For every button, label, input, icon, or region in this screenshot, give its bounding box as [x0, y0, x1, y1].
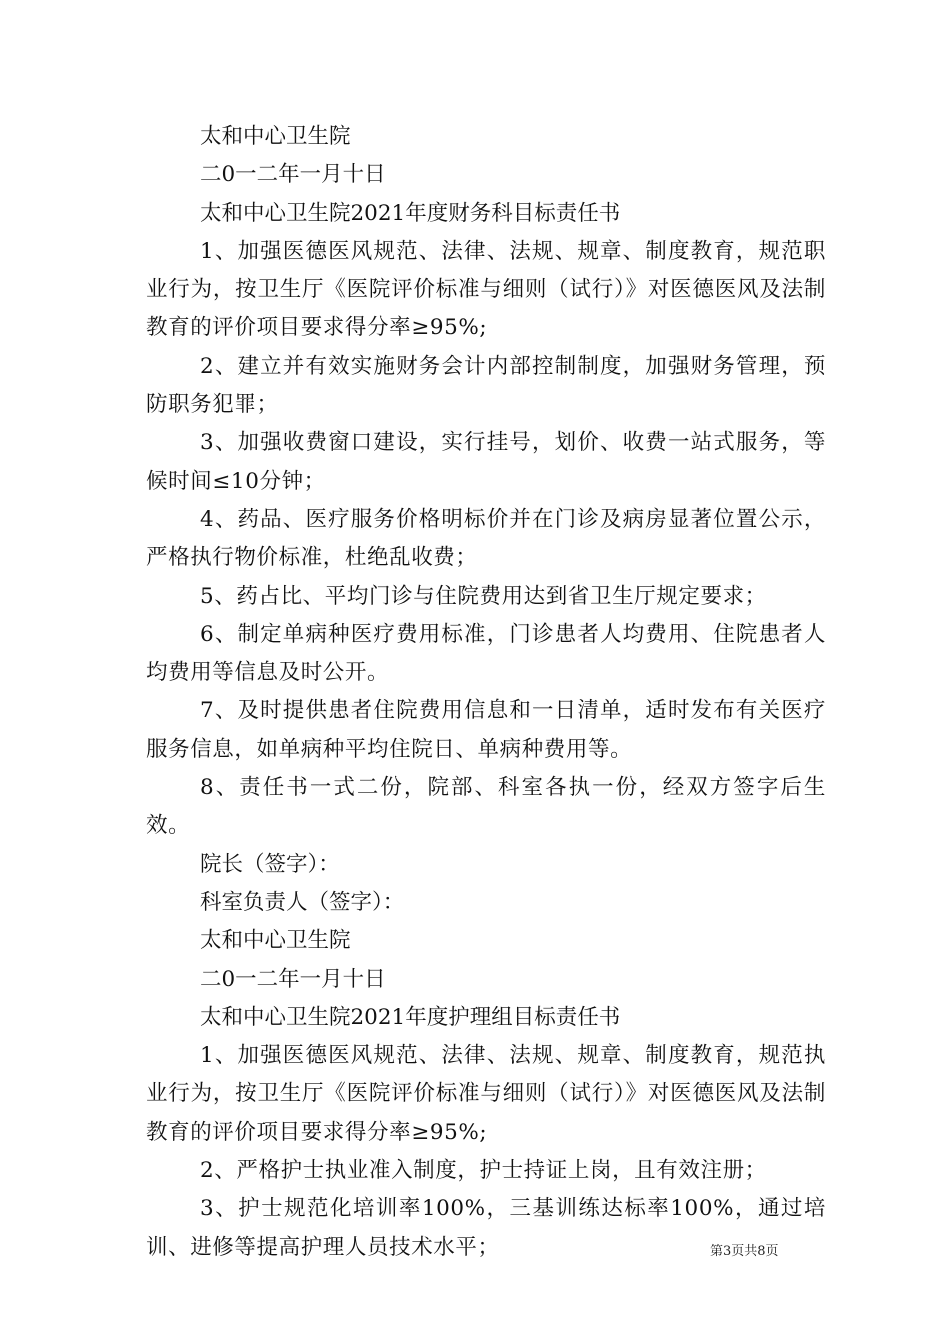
finance-item-5: 5、药占比、平均门诊与住院费用达到省卫生厅规定要求； [200, 583, 767, 609]
section-title-finance: 太和中心卫生院2021年度财务科目标责任书 [200, 200, 621, 226]
dept-head-signature-line: 科室负责人（签字）： [200, 889, 405, 915]
nursing-item-2: 2、严格护士执业准入制度，护士持证上岗，且有效注册； [200, 1158, 767, 1184]
finance-item-6: 6、制定单病种医疗费用标准，门诊患者人均费用、住院患者人均费用等信息及时公开。 [146, 621, 826, 686]
section-title-nursing: 太和中心卫生院2021年度护理组目标责任书 [200, 1004, 621, 1030]
org-name: 太和中心卫生院 [200, 928, 351, 954]
director-signature-line: 院长（签字）： [200, 851, 340, 877]
finance-item-8: 8、责任书一式二份，院部、科室各执一份，经双方签字后生效。 [146, 775, 826, 839]
finance-item-2: 2、建立并有效实施财务会计内部控制制度，加强财务管理，预防职务犯罪； [146, 353, 826, 418]
page-number: 第3页共8页 [710, 1244, 779, 1259]
document-body [146, 118, 826, 1267]
finance-item-7: 7、及时提供患者住院费用信息和一日清单，适时发布有关医疗服务信息，如单病种平均住院日、单病种费用等。 [146, 698, 826, 762]
nursing-item-3: 3、护士规范化培训率100%，三基训练达标率100%，通过培训、进修等提高护理人员技术水平； [146, 1196, 826, 1260]
org-name: 太和中心卫生院 [200, 124, 351, 149]
document-date: 二0一二年一月十日 [200, 162, 386, 188]
finance-item-1: 1、加强医德医风规范、法律、法规、规章、制度教育，规范职业行为，按卫生厅《医院评价标准与细则（试行）》对医德医风及法制教育的评价项目要求得分率≥95%; [146, 238, 826, 341]
finance-item-3: 3、加强收费窗口建设，实行挂号，划价、收费一站式服务，等候时间≤10分钟； [146, 430, 826, 494]
nursing-item-1: 1、加强医德医风规范、法律、法规、规章、制度教育，规范执业行为，按卫生厅《医院评价标准与细则（试行）》对医德医风及法制教育的评价项目要求得分率≥95%; [146, 1043, 826, 1145]
finance-item-4: 4、药品、医疗服务价格明标价并在门诊及病房显著位置公示，严格执行物价标准，杜绝乱收费； [146, 506, 826, 571]
document-date: 二0一二年一月十日 [200, 966, 386, 992]
